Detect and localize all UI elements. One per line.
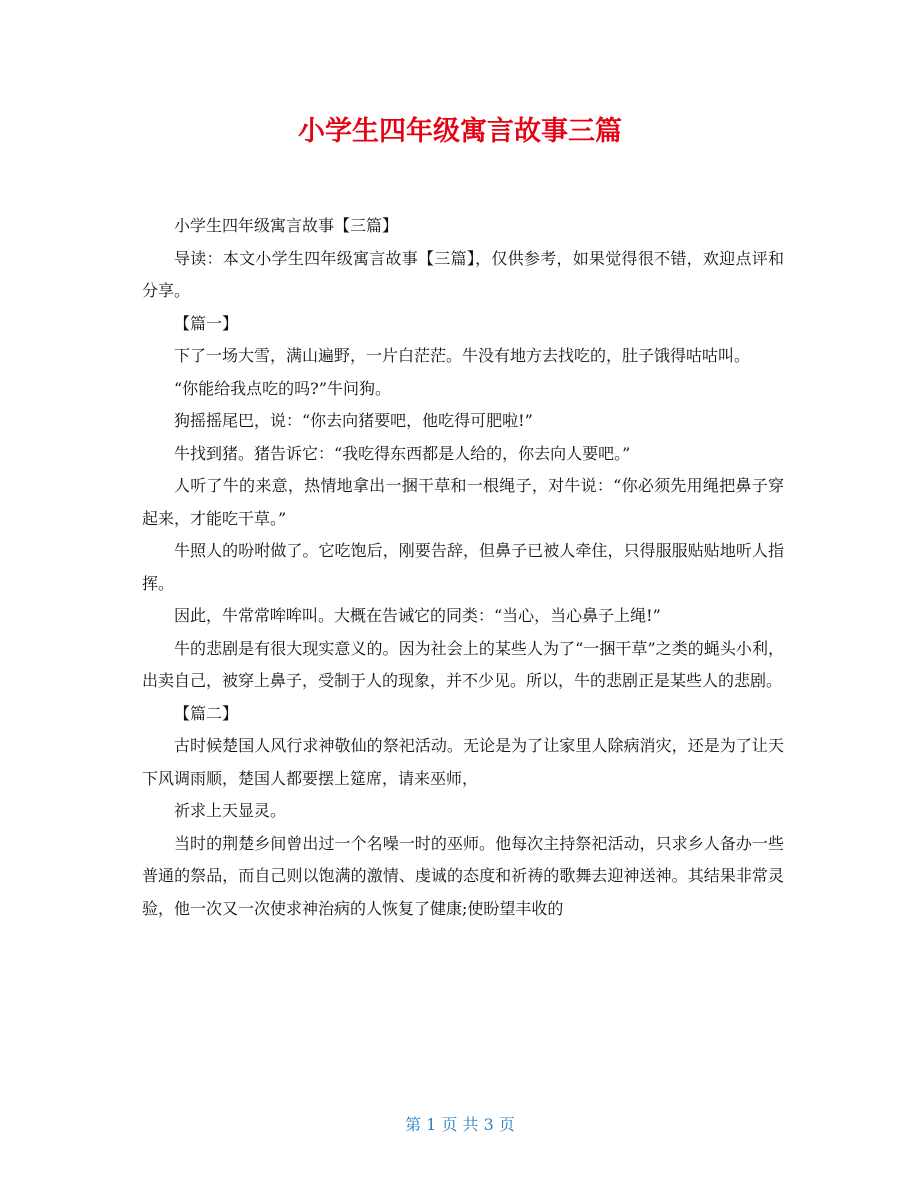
paragraph: 古时候楚国人风行求神敬仙的祭祀活动。无论是为了让家里人除病消灾，还是为了让天下风调雨顺，楚国人都要摆上筵席，请来巫师，: [142, 736, 784, 788]
document-title: 小学生四年级寓言故事三篇: [298, 116, 622, 147]
paragraph: 牛照人的吩咐做了。它吃饱后，刚要告辞，但鼻子已被人牵住，只得服服贴贴地听人指挥。: [142, 541, 784, 593]
paragraph: 小学生四年级寓言故事【三篇】: [174, 216, 399, 235]
page-label-mid: 页 共: [441, 1115, 479, 1134]
page-label-prefix: 第: [405, 1115, 422, 1134]
paragraph: 牛找到猪。猪告诉它：“我吃得东西都是人给的，你去向人要吧。”: [174, 443, 631, 463]
paragraph: 下了一场大雪，满山遍野，一片白茫茫。牛没有地方去找吃的，肚子饿得咕咕叫。: [174, 346, 751, 365]
paragraph: 狗摇摇尾巴，说：“你去向猪要吧，他吃得可肥啦!”: [174, 411, 533, 430]
total-pages-number: 3: [483, 1115, 494, 1134]
paragraph: 人听了牛的来意，热情地拿出一捆干草和一根绳子，对牛说：“你必须先用绳把鼻子穿起来，才能吃干草。”: [142, 476, 784, 528]
section-heading: 【篇一】: [174, 313, 239, 333]
section-heading: 【篇二】: [174, 703, 239, 723]
paragraph: 因此，牛常常哞哞叫。大概在告诫它的同类：“当心，当心鼻子上绳!”: [174, 606, 661, 625]
page-label-suffix: 页: [498, 1115, 515, 1134]
current-page-number: 1: [426, 1115, 437, 1134]
paragraph: “你能给我点吃的吗?”牛问狗。: [174, 378, 391, 398]
paragraph: 导读：本文小学生四年级寓言故事【三篇】，仅供参考，如果觉得很不错，欢迎点评和分享。: [142, 248, 784, 300]
paragraph: 当时的荆楚乡间曾出过一个名噪一时的巫师。他每次主持祭祀活动，只求乡人备办一些普通的祭品，而自己则以饱满的激情、虔诚的态度和祈祷的歌舞去迎神送神。其结果非常灵验，他一次又一次使求神治病的人恢复了健康;使盼望丰收的: [142, 833, 784, 918]
paragraph: 祈求上天显灵。: [174, 801, 287, 820]
page-footer: [0, 1113, 920, 1137]
paragraph: 牛的悲剧是有很大现实意义的。因为社会上的某些人为了“一捆干草”之类的蝇头小利，出卖自己，被穿上鼻子，受制于人的现象，并不少见。所以，牛的悲剧正是某些人的悲剧。: [142, 638, 784, 690]
document-body: [142, 210, 784, 925]
